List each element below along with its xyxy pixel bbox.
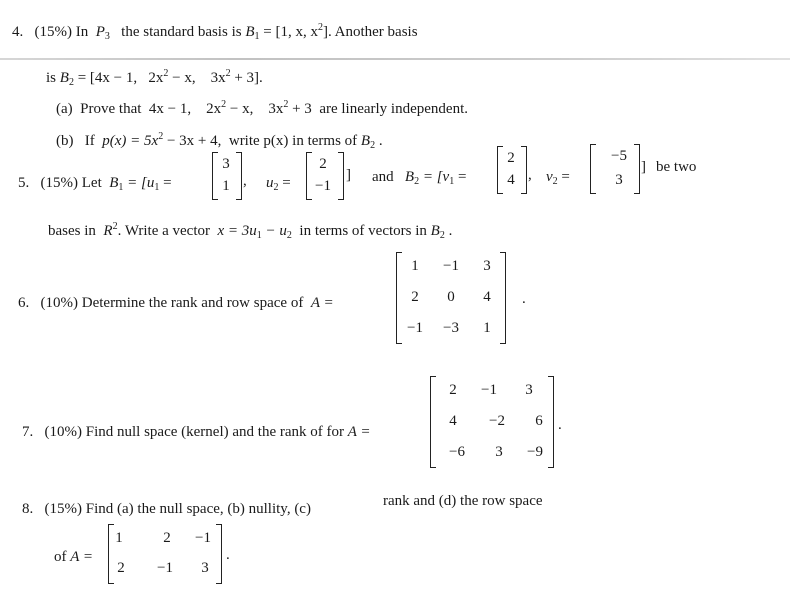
- math-sub: 1: [154, 182, 160, 193]
- text: If: [84, 133, 95, 149]
- math: 3x: [268, 101, 284, 117]
- text: Find (a) the null space, (b) nullity, (c): [85, 501, 311, 517]
- text: In: [75, 24, 89, 40]
- math: A =: [347, 424, 371, 440]
- matrix-6-cell: 4: [483, 289, 491, 305]
- problem-4-part-b: [56, 128, 383, 155]
- u2-right-bracket: [338, 152, 344, 200]
- matrix-8-cell: 2: [163, 530, 171, 546]
- math-sub: 3: [104, 31, 110, 42]
- math-sub: 1: [118, 182, 124, 193]
- math: + 3: [292, 101, 312, 117]
- matrix-7-cell: 3: [525, 382, 533, 398]
- v2-right-bracket: [634, 144, 640, 194]
- matrix-6-cell: 1: [411, 258, 419, 274]
- math-sub: 1: [256, 230, 262, 241]
- matrix-7-cell: −1: [481, 382, 497, 398]
- math: = [u: [127, 175, 155, 191]
- problem-8-matrix-label: [54, 548, 93, 566]
- problem-4-line-2: [46, 65, 263, 92]
- part-label: (a): [56, 101, 73, 117]
- matrix-7-right-bracket: [548, 376, 554, 468]
- math-sup: 2: [221, 99, 227, 110]
- matrix-6-cell: −1: [407, 320, 423, 336]
- math: − x,: [229, 101, 254, 117]
- text: .: [522, 291, 526, 307]
- u1-right-bracket: [236, 152, 242, 200]
- problem-weight: (15%): [34, 24, 72, 40]
- comma: ,: [528, 167, 532, 183]
- text: Prove that: [80, 101, 142, 117]
- b1-close-bracket: ]: [346, 167, 351, 183]
- problem-number: 5.: [18, 175, 30, 191]
- math: 4x − 1,: [148, 101, 192, 117]
- problem-number: 4.: [12, 24, 24, 40]
- math: + 3].: [234, 70, 263, 86]
- math: B: [109, 175, 119, 191]
- math-sup: 2: [283, 99, 289, 110]
- matrix-7-cell: −2: [489, 413, 505, 429]
- matrix-6-cell: −3: [443, 320, 459, 336]
- text: Find null space (kernel) and the rank of for: [85, 424, 344, 440]
- math-sub: 2: [370, 140, 376, 151]
- matrix-6-right-bracket: [500, 252, 506, 344]
- math: x = 3u: [217, 223, 257, 239]
- b2-close-bracket: ]: [641, 159, 646, 175]
- v2-entry: −5: [611, 148, 627, 164]
- math: =: [163, 175, 172, 191]
- v2-left-bracket: [590, 144, 596, 194]
- v2-label: [546, 168, 570, 191]
- math-sub: 2: [439, 230, 445, 241]
- matrix-8-cell: 1: [115, 530, 123, 546]
- text: .: [378, 133, 383, 149]
- math: A =: [310, 295, 334, 311]
- math: 3x: [210, 70, 226, 86]
- matrix-7-cell: −6: [449, 444, 465, 460]
- math-sub: 1: [449, 176, 455, 187]
- math: u: [266, 175, 274, 191]
- u1-entry: 1: [222, 178, 230, 194]
- math-sup: 2: [225, 68, 231, 79]
- math: 2x: [206, 101, 222, 117]
- text: of: [54, 549, 67, 565]
- text: the standard basis is: [121, 24, 242, 40]
- text: Let: [81, 175, 102, 191]
- math-sub: 2: [414, 176, 420, 187]
- math: p(x) = 5x: [102, 133, 159, 149]
- matrix-8-right-bracket: [216, 524, 222, 584]
- math-sup: 2: [163, 68, 169, 79]
- comma: ,: [243, 173, 247, 189]
- problem-4-part-a: [56, 96, 468, 118]
- matrix-6-cell: 1: [483, 320, 491, 336]
- problem-6-text: [18, 294, 334, 312]
- text: .: [226, 547, 230, 563]
- problem-number: 8.: [22, 501, 34, 517]
- math: = [1, x, x: [263, 24, 318, 40]
- matrix-7-cell: 3: [495, 444, 503, 460]
- math: B: [245, 24, 255, 40]
- math: = [v: [422, 169, 450, 185]
- u1-entry: 3: [222, 156, 230, 172]
- math: − u: [265, 223, 287, 239]
- problem-7-text: [22, 423, 371, 441]
- text: Determine the rank and row space of: [81, 295, 304, 311]
- u2-entry: 2: [319, 156, 327, 172]
- v2-entry: 3: [615, 172, 623, 188]
- matrix-7-cell: −9: [527, 444, 543, 460]
- text: .: [558, 417, 562, 433]
- math: =: [561, 169, 570, 185]
- math: B: [430, 223, 440, 239]
- math-sub: 2: [68, 77, 74, 88]
- text: in terms of vectors in: [299, 223, 427, 239]
- text: is: [46, 70, 57, 86]
- text: bases in: [48, 223, 96, 239]
- math: B: [360, 133, 371, 149]
- problem-number: 7.: [22, 424, 34, 440]
- matrix-8-cell: 2: [117, 560, 125, 576]
- v1-entry: 4: [507, 172, 515, 188]
- problem-4-line-1: [12, 19, 418, 46]
- matrix-8-cell: −1: [157, 560, 173, 576]
- text: are linearly independent.: [319, 101, 468, 117]
- math-sub: 2: [552, 176, 558, 187]
- math: − 3x + 4,: [166, 133, 222, 149]
- math: 2x: [148, 70, 164, 86]
- problem-number: 6.: [18, 295, 30, 311]
- math: P: [95, 24, 105, 40]
- math: =: [457, 169, 467, 185]
- math: =: [282, 175, 291, 191]
- math: B: [59, 70, 69, 86]
- matrix-6-cell: 3: [483, 258, 491, 274]
- text: be two: [656, 159, 697, 175]
- math: = [4x − 1,: [77, 70, 138, 86]
- matrix-7-cell: 6: [535, 413, 543, 429]
- matrix-7-cell: 4: [449, 413, 457, 429]
- u2-label: [266, 174, 291, 197]
- matrix-7-cell: 2: [449, 382, 457, 398]
- matrix-6-cell: 2: [411, 289, 419, 305]
- v1-entry: 2: [507, 150, 515, 166]
- math-sup: 2: [317, 22, 323, 33]
- scan-fold-line: [0, 58, 790, 60]
- math: v: [546, 169, 553, 185]
- part-label: (b): [56, 133, 74, 149]
- problem-weight: (10%): [44, 424, 82, 440]
- problem-8-text: [22, 500, 311, 518]
- text: ]. Another basis: [322, 24, 418, 40]
- problem-weight: (10%): [40, 295, 78, 311]
- matrix-8-cell: 3: [201, 560, 209, 576]
- text: . Write a vector: [117, 223, 211, 239]
- text: .: [448, 223, 453, 239]
- matrix-7-left-bracket: [430, 376, 436, 468]
- math-sub: 2: [273, 182, 279, 193]
- text: write p(x) in terms of: [228, 133, 358, 149]
- math-sub: 2: [286, 230, 292, 241]
- math: A =: [70, 549, 94, 565]
- problem-weight: (15%): [40, 175, 78, 191]
- math: B: [404, 169, 415, 185]
- math: R: [103, 223, 113, 239]
- v1-right-bracket: [521, 146, 527, 194]
- math: − x,: [172, 70, 196, 86]
- problem-weight: (15%): [44, 501, 82, 517]
- matrix-6-cell: −1: [443, 258, 459, 274]
- problem-8-text-continued: rank and (d) the row space: [383, 493, 543, 509]
- text: and: [372, 169, 394, 185]
- matrix-6-cell: 0: [447, 289, 455, 305]
- problem-5-line-2: [48, 218, 452, 245]
- problem-5-line-1-left: [18, 174, 172, 197]
- math-sup: 2: [158, 131, 164, 142]
- u2-entry: −1: [315, 178, 331, 194]
- matrix-8-cell: −1: [195, 530, 211, 546]
- problem-5-line-1-middle: [372, 168, 466, 191]
- math-sup: 2: [112, 221, 118, 232]
- math-sub: 1: [254, 31, 260, 42]
